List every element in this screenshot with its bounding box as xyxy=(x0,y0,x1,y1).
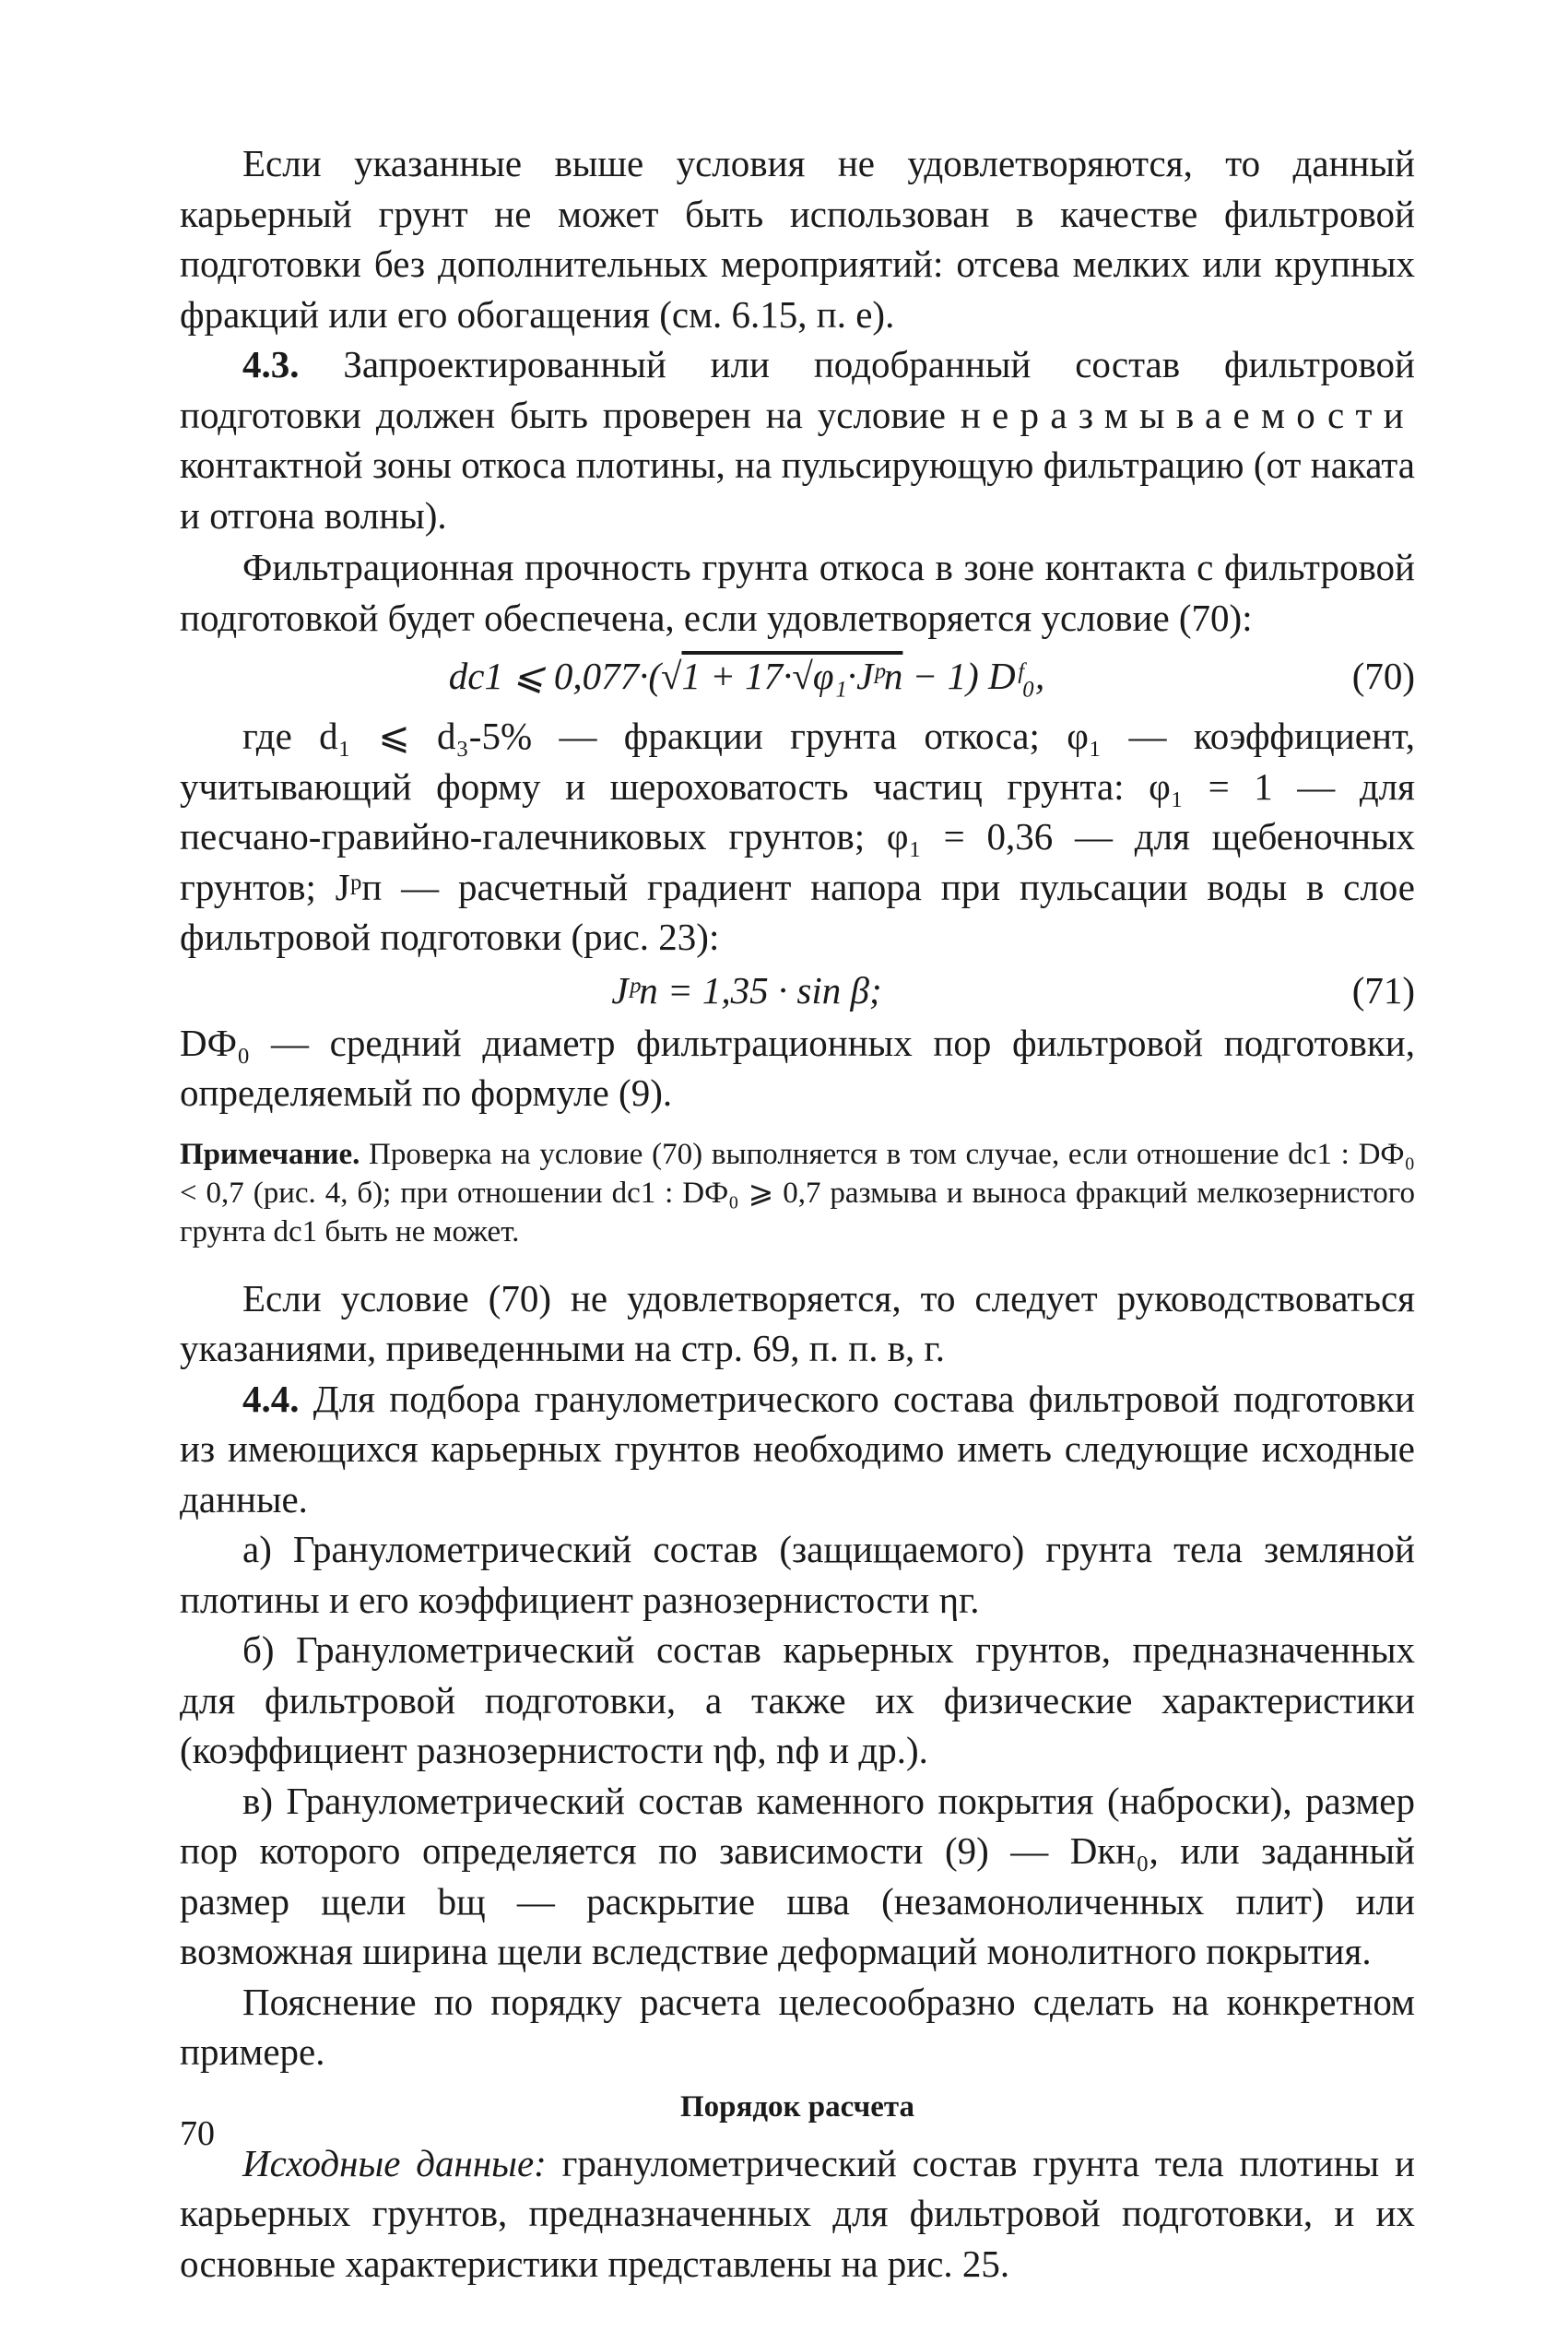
paragraph-definitions: где d₁ ⩽ d₃-5% — фракции грунта откоса; φ₁ — коэффициент, учитывающий форму и шероховатость частиц грунта: φ₁ = 1 — для песчано-гравийно-галечниковых грунтов; φ₁ = 0,36 — для щебеночных грунтов; Jᵖп — расчетный градиент напора при пульсации воды в слое фильтровой подготовки (рис. 23): xyxy=(180,715,1415,958)
paragraph-text: Запроектированный или подобранный состав фильтровой подготовки должен быть проверен на условие xyxy=(180,343,1415,436)
equation-number: (71) xyxy=(1351,968,1415,1012)
paragraph-conditions: Если указанные выше условия не удовлетворяются, то данный карьерный грунт не может быть использован в качестве фильтровой подготовки без дополнительных мероприятий: отсева мелких или крупных фракций или его обогащения (см. 6.15, п. е). xyxy=(180,142,1415,336)
radical-sign: √ xyxy=(660,655,682,697)
equation-70-body xyxy=(180,648,1314,704)
paragraph-explanation: Пояснение по порядку расчета целесообразно сделать на конкретном примере. xyxy=(180,1980,1415,2073)
equation-lhs: dc1 ⩽ 0,077·( xyxy=(448,655,661,697)
italic-lead: Исходные данные: xyxy=(242,2141,547,2184)
paragraph-4-3 xyxy=(180,339,1415,540)
section-number: 4.3. xyxy=(242,343,300,385)
paragraph-text: контактной зоны откоса плотины, на пульсирующую фильтрацию (от наката и отгона волны). xyxy=(180,444,1415,537)
paragraph-filtration-strength: Фильтрационная прочность грунта откоса в зоне контакта с фильтровой подготовкой будет обеспечена, если удовлетворяется условие (70): xyxy=(180,546,1415,639)
paragraph-input-data xyxy=(180,2138,1415,2290)
section-heading: Порядок расчета xyxy=(679,2089,915,2124)
note-text: Проверка на условие (70) выполняется в том случае, если отношение dc1 : DФ₀ < 0,7 (рис. 4, б); при отношении dc1 : DФ₀ ⩾ 0,7 размыва и выноса фракций мелкозернистого грунта dc1 быть не может. xyxy=(180,1137,1415,1248)
paragraph-if-not-satisfied: Если условие (70) не удовлетворяется, то следует руководствоваться указаниями, приведенными на стр. 69, п. п. в, г. xyxy=(180,1276,1415,1369)
note-label: Примечание. xyxy=(180,1137,360,1171)
list-item-b: б) Гранулометрический состав карьерных грунтов, предназначенных для фильтровой подготовки, а также их физические характеристики (коэффициент разнозернистости ηф, nф и др.). xyxy=(180,1628,1415,1771)
note-block xyxy=(180,1135,1415,1251)
page-number: 70 xyxy=(180,2114,215,2153)
equation-71 xyxy=(180,963,1415,1018)
radicand: 1 + 17·√φ₁·Jᵖп xyxy=(681,655,903,697)
list-item-c: в) Гранулометрический состав каменного покрытия (наброски), размер пор которого определяется по зависимости (9) — Dкн₀, или заданный размер щели bщ — раскрытие шва (незамоноличенных плит) или возможная ширина щели вследствие деформаций монолитного покрытия. xyxy=(180,1779,1415,1972)
list-item-a: а) Гранулометрический состав (защищаемого) грунта тела земляной плотины и его коэффициент разнозернистости ηг. xyxy=(180,1528,1415,1621)
section-number: 4.4. xyxy=(242,1377,300,1420)
equation-rhs: − 1) Dᶠ₀, xyxy=(902,655,1045,697)
equation-number: (70) xyxy=(1351,655,1415,697)
spaced-term: неразмываемости xyxy=(960,393,1415,436)
equation-71-body: Jᵖп = 1,35 · sin β; xyxy=(611,968,882,1012)
paragraph-text: Для подбора гранулометрического состава фильтровой подготовки из имеющихся карьерных грунтов необходимо иметь следующие исходные данные. xyxy=(180,1377,1415,1520)
text-column xyxy=(180,138,1415,2289)
paragraph-pore-diameter: DФ₀ — средний диаметр фильтрационных пор фильтровой подготовки, определяемый по формуле (9). xyxy=(180,1021,1415,1114)
paragraph-text: гранулометрический состав грунта тела плотины и карьерных грунтов, предназначенных для фильтровой подготовки, и их основные характеристики представлены на рис. 25. xyxy=(180,2141,1415,2285)
equation-70 xyxy=(180,648,1415,704)
paragraph-4-4 xyxy=(180,1374,1415,1525)
